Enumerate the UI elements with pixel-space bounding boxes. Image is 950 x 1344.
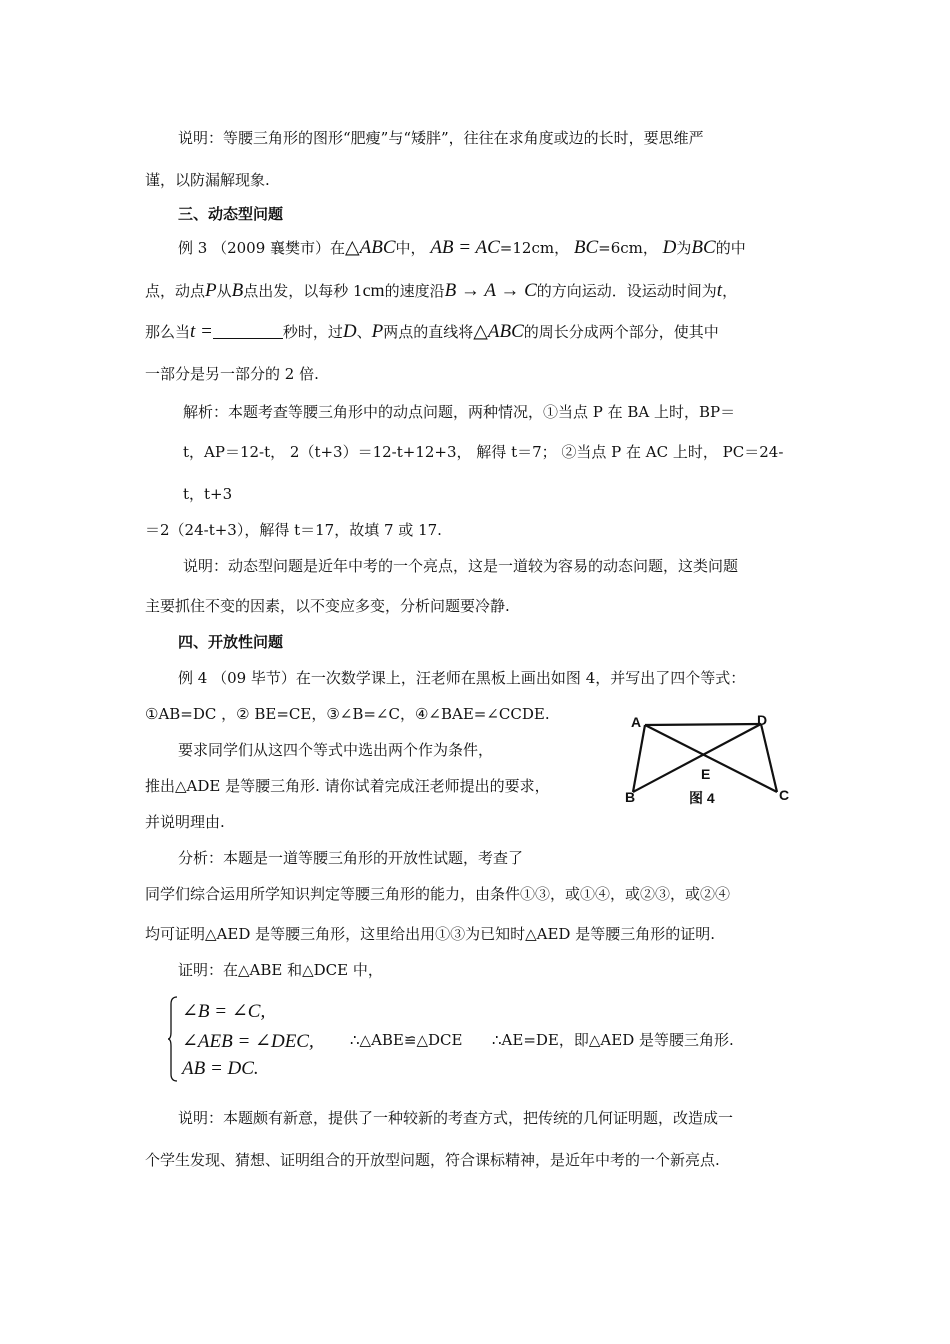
solution-line-3: t，t+3 <box>183 485 233 503</box>
conclusion-isosceles: ∴AE=DE，即△AED 是等腰三角形. <box>492 1031 734 1049</box>
example-4-line-3: 要求同学们从这四个等式中选出两个作为条件， <box>178 741 494 759</box>
answer-blank[interactable] <box>213 322 283 339</box>
proof-intro: 证明：在△ABE 和△DCE 中， <box>178 961 383 979</box>
example-3-line-3: 那么当t = 秒时，过D、P两点的直线将△ABC的周长分成两个部分，使其中 <box>145 321 719 342</box>
label-e: E <box>701 766 711 782</box>
section-heading-4: 四、开放性问题 <box>178 633 284 651</box>
analysis-line-3: 均可证明△AED 是等腰三角形，这里给出用①③为已知时△AED 是等腰三角形的证明. <box>145 925 715 943</box>
solution-line-4: ＝2（24-t+3），解得 t＝17，故填 7 或 17. <box>145 521 442 539</box>
equation-1: ∠B = ∠C, <box>182 1001 266 1022</box>
example-4-line-5: 并说明理由. <box>145 813 225 831</box>
note-4-line-2: 个学生发现、猜想、证明组合的开放型问题，符合课标精神，是近年中考的一个新亮点. <box>145 1151 720 1169</box>
analysis-line-2: 同学们综合运用所学知识判定等腰三角形的能力，由条件①③，或①④，或②③，或②④ <box>145 885 731 903</box>
equation-2: ∠AEB = ∠DEC, <box>182 1031 314 1052</box>
example-4-line-4: 推出△ADE 是等腰三角形. 请你试着完成汪老师提出的要求， <box>145 777 550 795</box>
example-3-line-2: 点，动点P从B点出发，以每秒 1cm的速度沿B → A → C的方向运动．设运动时间为t， <box>145 280 738 301</box>
label-b: B <box>625 789 636 805</box>
segment-db <box>633 724 761 792</box>
equation-system-brace <box>168 996 178 1082</box>
example-4-line-1: 例 4 （09 毕节）在一次数学课上，汪老师在黑板上画出如图 4，并写出了四个等式： <box>178 669 746 687</box>
note-3-line-1: 说明：动态型问题是近年中考的一个亮点，这是一道较为容易的动态问题，这类问题 <box>183 557 739 575</box>
label-d: D <box>757 712 768 728</box>
figure-caption: 图 4 <box>689 790 715 806</box>
segment-ab <box>633 725 645 792</box>
example-3-line-1: 例 3 （2009 襄樊市）在△ABC中， AB = AC=12cm， BC=6cm， D为BC的中 <box>178 237 746 258</box>
section-heading-3: 三、动态型问题 <box>178 205 284 223</box>
conclusion-congruence: ∴△ABE≌△DCE <box>350 1031 463 1049</box>
note-4-line-1: 说明：本题颇有新意，提供了一种较新的考查方式，把传统的几何证明题，改造成一 <box>178 1109 734 1127</box>
segment-ac <box>645 725 777 792</box>
label-c: C <box>779 787 790 803</box>
note-line-1: 说明：等腰三角形的图形“肥瘦”与“矮胖”，往往在求角度或边的长时，要思维严 <box>178 129 704 147</box>
segment-ad <box>645 724 761 725</box>
solution-line-1: 解析：本题考查等腰三角形中的动点问题，两种情况，①当点 P 在 BA 上时，BP＝ <box>183 403 736 421</box>
example-4-line-2: ①AB=DC ，② BE=CE，③∠B=∠C，④∠BAE=∠CCDE. <box>145 705 550 723</box>
note-3-line-2: 主要抓住不变的因素，以不变应多变，分析问题要冷静. <box>145 597 510 615</box>
example-3-line-4: 一部分是另一部分的 2 倍. <box>145 365 319 383</box>
analysis-line-1: 分析：本题是一道等腰三角形的开放性试题，考查了 <box>178 849 524 867</box>
note-line-2: 谨，以防漏解现象. <box>145 171 270 189</box>
solution-line-2: t，AP＝12-t， 2（t+3）＝12-t+12+3， 解得 t＝7； ②当点 P 在 AC 上时， PC＝24- <box>183 443 784 461</box>
equation-3: AB = DC. <box>182 1058 259 1079</box>
figure-4-diagram <box>625 708 805 808</box>
segment-dc <box>761 724 777 792</box>
label-a: A <box>631 714 642 730</box>
